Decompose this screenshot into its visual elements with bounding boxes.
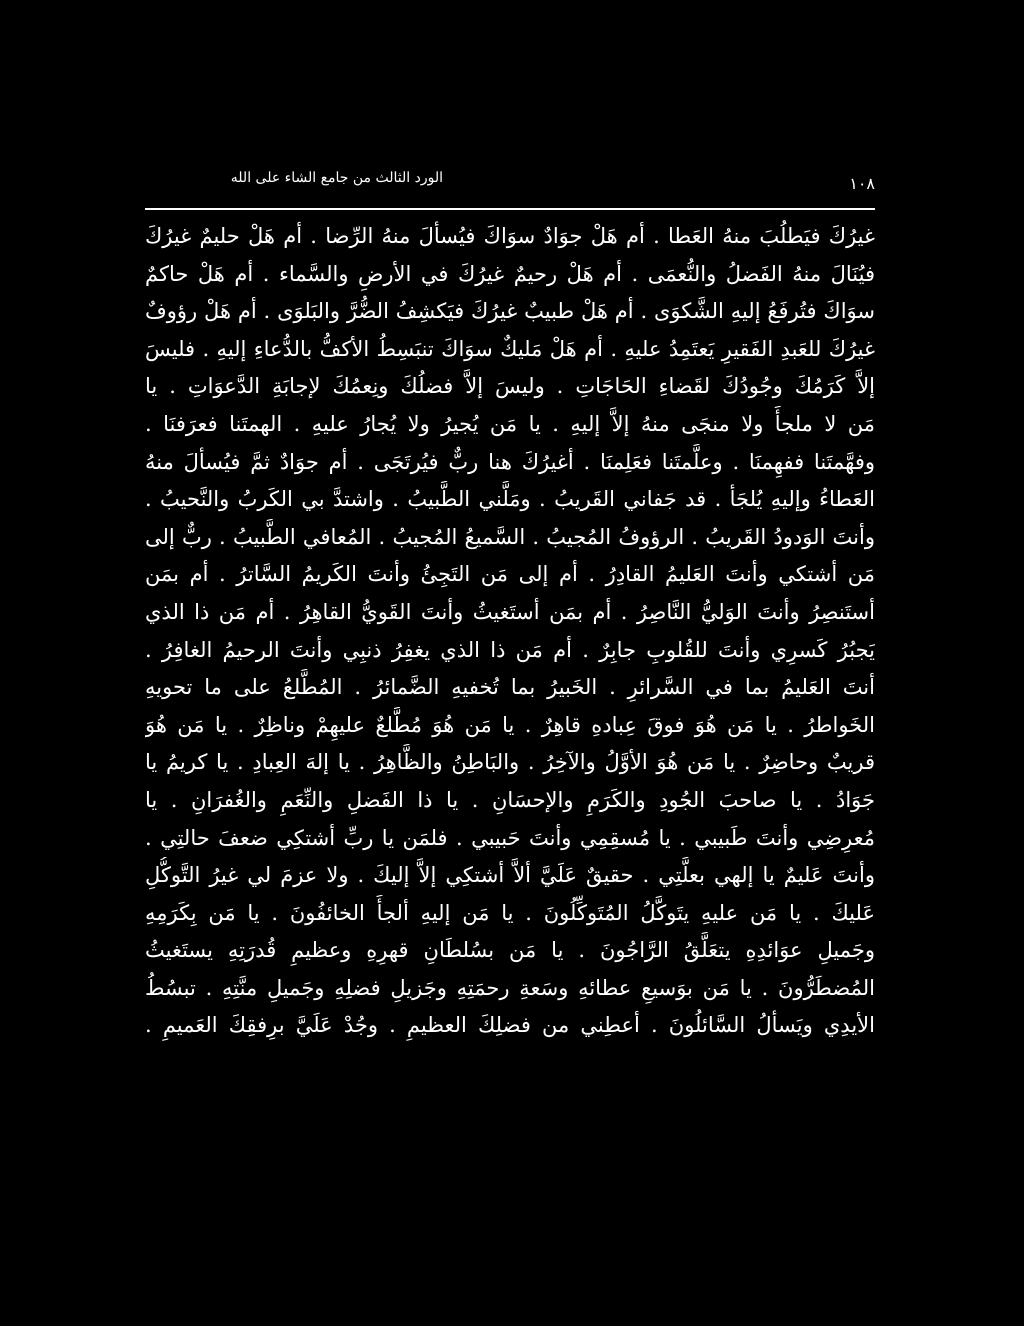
text-line: قريبٌ وحاضِرٌ . يا مَن هُوَ الأوَّلُ والآخِرُ . والبَاطِنُ والظَّاهِرُ . يا إلهَ العِبادِ . يا كريمُ يا — [145, 750, 875, 775]
text-line: غيرُكَ للعَبدِ الفَقيرِ يَعتَمِدُ عليهِ . أم هَلْ مَليكٌ سوَاكَ تنبَسِطُ الأكفُّ بالدُّعاءِ إليهِ . فليسَ — [145, 336, 875, 361]
text-line: الأيدِي ويَسألُ السَّائلُونَ . أعطِني من فضلِكَ العظيمِ . وجُدْ عَلَيَّ برِفقِكَ العَميمِ . — [145, 1013, 875, 1038]
text-line: الخَواطرُ . يا مَن هُوَ فوقَ عِبادهِ قاهِرٌ . يا مَن هُوَ مُطَّلعٌ عليهِمْ وناظِرٌ . يا مَن هُوَ — [145, 712, 875, 737]
header-rule — [145, 208, 875, 210]
text-line: جَوَادُ . يا صاحبَ الجُودِ والكَرَمِ والإحسَانِ . يا ذا الفَضلِ والنِّعَمِ والغُفرَانِ . يا — [145, 787, 875, 812]
text-line: وأنتَ عَليمٌ يا إلهي بعلَّتِي . حقيقٌ عَلَيَّ ألاَّ أشتكِي إلاَّ إليكَ . ولا عزمَ لي غيرُ التَّوكُّلِ — [145, 863, 875, 888]
text-line: وفهَّمتَنا ففهِمنَا . وعلَّمتَنا فعَلِمنَا . أغيرُكَ هنا ربٌّ فيُرتَجَى . أم جوَادٌ ثمَّ فيُسألَ منهُ — [145, 449, 875, 474]
text-line: العَطاءُ وإليهِ يُلجَأ . قد جَفاني القَريبُ . ومَلَّني الطَّبيبُ . واشتدَّ بي الكَربُ والنَّحيبُ . — [145, 487, 875, 512]
text-line: وجَميلِ عوَائدِهِ يتعَلَّقُ الرَّاجُونَ . يا مَن بسُلطَانِ قهرِهِ وعظيمِ قُدرَتِهِ يستَغيثُ — [145, 938, 875, 963]
text-line: غيرُكَ فيَطلُبَ منهُ العَطا . أم هَلْ جوَادٌ سوَاكَ فيُسألَ منهُ الرِّضا . أم هَلْ حليمٌ غيرُكَ — [145, 224, 875, 248]
text-line: إلاَّ كَرَمُكَ وجُودُكَ لقَضاءِ الحَاجَاتِ . وليسَ إلاَّ فضلُكَ ونِعمُكَ لإجابَةِ الدَّعوَاتِ . يا — [145, 374, 875, 399]
text-line: أنتَ العَليمُ بما في السَّرائرِ . الخَبيرُ بما تُخفيهِ الضَّمائرُ . المُطَّلعُ على ما تحويهِ — [145, 675, 875, 700]
page-header — [145, 166, 875, 200]
text-line: سوَاكَ فتُرفَعُ إليهِ الشَّكوَى . أم هَلْ طبيبٌ غيرُكَ فيَكشِفُ الضُّرَّ والبَلوَى . أم هَلْ رؤوفٌ — [145, 299, 875, 324]
text-line: يَجبُرُ كَسرِي وأنتَ للقُلوبِ جابِرٌ . أم مَن ذا الذي يغفِرُ ذنبِي وأنتَ الرحيمُ الغافِرُ . — [145, 637, 875, 662]
page-number: ١٠٨ — [849, 174, 875, 193]
text-line: وأنتَ الوَدودُ القَريبُ . الرؤوفُ المُجيبُ . السَّميعُ المُجيبُ . المُعافي الطَّبيبُ . ربٌّ إلى — [145, 524, 875, 549]
text-line: المُضطَرُّونَ . يا مَن بوَسيعِ عطائهِ وسَعةِ رحمَتِهِ وجَزيلِ فضلِهِ وجَميلِ منَّتِهِ . تبسُطُ — [145, 975, 875, 1000]
text-line: مَن لا ملجأَ ولا منجَى منهُ إلاَّ إليهِ . يا مَن يُجيرُ ولا يُجارُ عليهِ . الهمتَنا فعرَفنَا . — [145, 411, 875, 436]
text-line: أستَنصِرُ وأنتَ الوَليُّ النَّاصِرُ . أم بمَن أستَغيثُ وأنتَ القَويُّ القاهِرُ . أم مَن ذا الذي — [145, 599, 875, 624]
text-line: مَن أشتكي وأنتَ العَليمُ القادِرُ . أم إلى مَن التَجِئُ وأنتَ الكَريمُ السَّاترُ . أم بمَن — [145, 562, 875, 587]
body-text — [145, 218, 875, 1168]
text-line: عَليكَ . يا مَن عليهِ يتَوكَّلُ المُتَوكِّلُونَ . يا مَن إليهِ ألجأَ الخائفُونَ . يا مَن بِكَرَمِهِ — [145, 900, 875, 925]
running-title: الورد الثالث من جامع الشاء على الله — [230, 170, 443, 186]
text-line: فيُنَالَ منهُ الفَضلُ والنُّعمَى . أم هَلْ رحيمٌ غيرُكَ في الأرضِ والسَّماء . أم هَلْ حاكمٌ — [145, 261, 875, 286]
text-line: مُعرِضِي وأنتَ طَبيبي . يا مُسقِمِي وأنتَ حَبيبي . فلمَن يا ربِّ أشتكِي ضعفَ حالتِي . — [145, 825, 875, 850]
